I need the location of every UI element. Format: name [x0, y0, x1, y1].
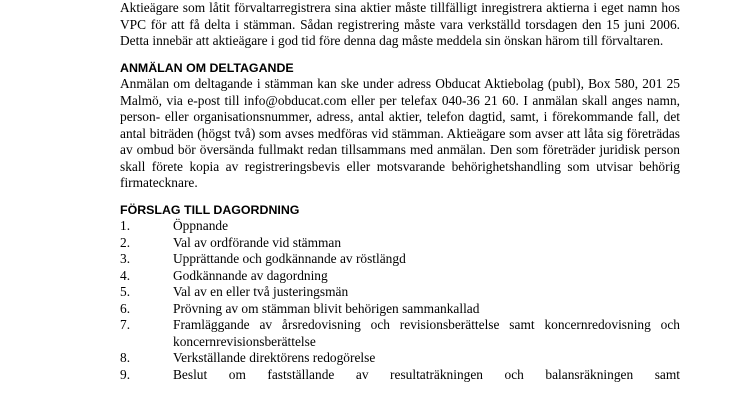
- agenda-item-text: Öppnande: [173, 218, 229, 233]
- agenda-item-text: Val av en eller två justeringsmän: [173, 284, 349, 299]
- agenda-item-text: Beslut om fastställande av resultaträkningen och balansräkningen samt: [173, 366, 680, 382]
- agenda-item-number: 2.: [120, 234, 131, 250]
- document-page: [120, 0, 680, 383]
- agenda-item: [120, 268, 680, 285]
- agenda-item: [120, 317, 680, 350]
- agenda-item-number: 5.: [120, 284, 131, 299]
- agenda-list: [120, 218, 680, 383]
- agenda-item-number: 3.: [120, 251, 131, 266]
- agenda-item-number: 8.: [120, 350, 131, 365]
- agenda-heading: FÖRSLAG TILL DAGORDNING: [120, 202, 300, 217]
- agenda-item-number: 6.: [120, 300, 131, 316]
- agenda-item: [120, 301, 680, 318]
- agenda-item-text: Val av ordförande vid stämman: [173, 234, 342, 250]
- agenda-item: [120, 367, 680, 384]
- registration-paragraph: Anmälan om deltagande i stämman kan ske under adress Obducat Aktiebolag (publ), Box 580, 201 25 Malmö, via e-post till info@obducat.com eller per telefax 040-36 21 60. I anmälan skall anges namn, person- eller organisationsnummer, adress, antal aktier, telefon dagtid, samt, i förekommande fall, det antal biträden (högst två) som avses medföras vid stämman. Aktieägare som avser att låta sig företrädas av ombud bör översända fullmakt redan tillsammans med anmälan. Den som företräder juridisk person skall förete kopia av registreringsbevis eller motsvarande behörighetshandling som utvisar behörig firmatecknare.: [120, 76, 680, 190]
- agenda-item-text: Upprättande och godkännande av röstlängd: [173, 251, 406, 266]
- agenda-item-text: Verkställande direktörens redogörelse: [173, 350, 376, 365]
- agenda-item: [120, 218, 680, 235]
- agenda-item-number: 9.: [120, 366, 131, 382]
- agenda-item-number: 1.: [120, 218, 131, 233]
- agenda-item-text: Framläggande av årsredovisning och revisionsberättelse samt koncernredovisning och koncernrevisionsberättelse: [173, 317, 680, 349]
- agenda-item-number: 7.: [120, 317, 131, 332]
- agenda-item-number: 4.: [120, 267, 131, 283]
- intro-paragraph: Aktieägare som låtit förvaltarregistrera sina aktier måste tillfälligt inregistrera aktierna i eget namn hos VPC för att få delta i stämman. Sådan registrering måste vara verkställd torsdagen den 15 juni 2006. Detta innebär att aktieägare i god tid före denna dag måste meddela sin önskan härom till förvaltaren.: [120, 0, 680, 48]
- agenda-item: [120, 235, 680, 252]
- agenda-item-text: Godkännande av dagordning: [173, 267, 328, 283]
- agenda-item: [120, 284, 680, 301]
- agenda-item: [120, 251, 680, 268]
- agenda-item: [120, 350, 680, 367]
- registration-heading: ANMÄLAN OM DELTAGANDE: [120, 60, 294, 75]
- agenda-item-text: Prövning av om stämman blivit behörigen sammankallad: [173, 300, 480, 316]
